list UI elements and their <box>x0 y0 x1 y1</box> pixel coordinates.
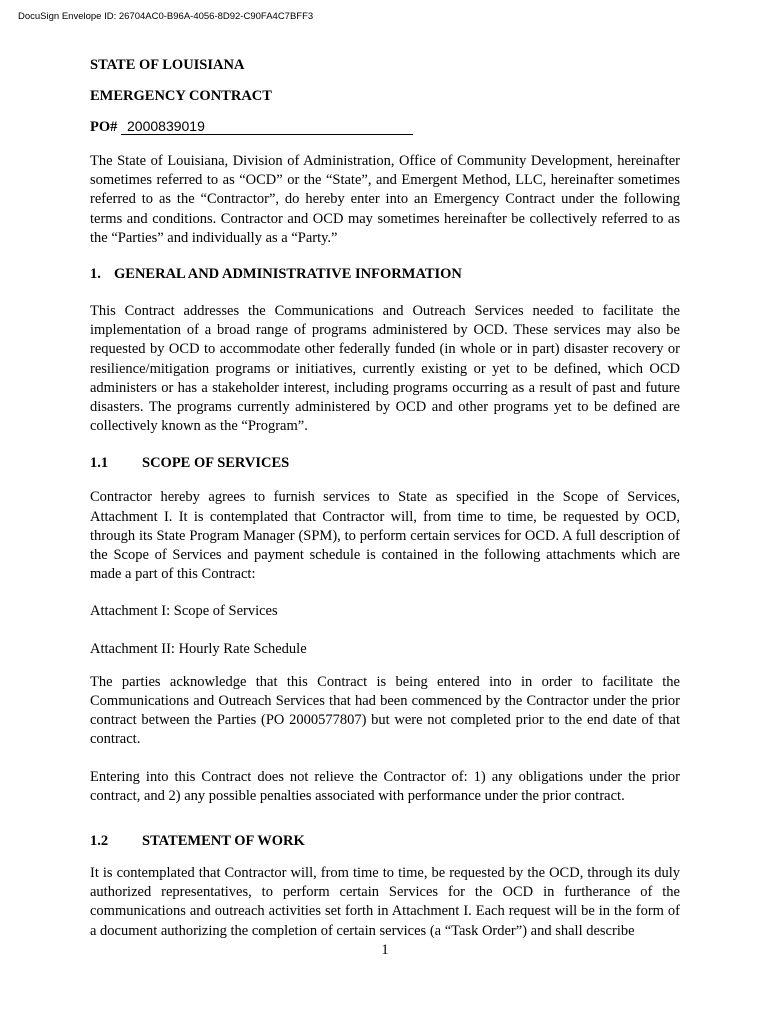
relieve-paragraph: Entering into this Contract does not relieve the Contractor of: 1) any obligations under the prior contract, and 2) any possible penalties associated with performance under the prior contract. <box>90 768 680 804</box>
section-1-2-number: 1.2 <box>90 833 109 850</box>
section-1-2-body: It is contemplated that Contractor will, from time to time, be requested by the OCD, through its duly authorized representatives, to perform certain Services for the OCD in furtherance of the communications and outreach activities set forth in Attachment I. Each request will be in the form of a document authorizing the completion of certain services (a “Task Order”) and shall describe <box>90 865 680 939</box>
section-1-1-heading <box>90 454 680 472</box>
attachment-1-line: Attachment I: Scope of Services <box>90 603 278 620</box>
intro-paragraph: The State of Louisiana, Division of Administration, Office of Community Development, hereinafter sometimes referred to as “OCD” or the “State”, and Emergent Method, LLC, hereinafter sometimes referred to as the “Contractor”, do hereby enter into an Emergency Contract under the following terms and conditions. Contractor and OCD may sometimes hereinafter be collectively referred to as the “Parties” and individually as a “Party.” <box>90 153 680 246</box>
section-1-heading <box>90 265 680 283</box>
contract-page <box>90 54 680 941</box>
contract-type-title: EMERGENCY CONTRACT <box>90 88 272 104</box>
section-1-1-body: Contractor hereby agrees to furnish services to State as specified in the Scope of Services, Attachment I. It is contemplated that Contractor will, from time to time, be requested by OCD, through its State Program Manager (SPM), to perform certain services for OCD. A full description of the Scope of Services and payment schedule is contained in the following attachments which are made a part of this Contract: <box>90 489 680 583</box>
acknowledgement-paragraph: The parties acknowledge that this Contract is being entered into in order to facilitate the Communications and Outreach Services that had been commenced by the Contractor under the prior contract between the Parties (PO 2000577807) but were not completed prior to the end date of that contract. <box>90 673 680 748</box>
po-label: PO# <box>90 119 118 135</box>
section-1-1-number: 1.1 <box>90 455 109 472</box>
section-1-title: GENERAL AND ADMINISTRATIVE INFORMATION <box>114 266 462 283</box>
section-1-2-heading <box>90 832 680 850</box>
po-number: 2000839019 <box>121 118 413 135</box>
docusign-envelope-id: DocuSign Envelope ID: 26704AC0-B96A-4056-8D92-C90FA4C7BFF3 <box>18 11 314 22</box>
attachment-2-line: Attachment II: Hourly Rate Schedule <box>90 640 307 657</box>
state-title: STATE OF LOUISIANA <box>90 57 245 73</box>
po-line <box>90 118 680 136</box>
page-number: 1 <box>381 942 389 958</box>
section-1-1-title: SCOPE OF SERVICES <box>142 455 290 472</box>
section-1-number: 1. <box>90 266 101 283</box>
section-1-2-title: STATEMENT OF WORK <box>142 833 305 850</box>
section-1-body: This Contract addresses the Communications and Outreach Services needed to facilitate the implementation of a broad range of programs administered by OCD. These services may also be requested by OCD to accommodate other federally funded (in whole or in part) disaster recovery or resilience/mitigation programs or initiatives, currently existing or yet to be defined, which OCD administers or has a stakeholder interest, including programs occurring as a result of past and future disasters. The programs currently administered by OCD and other programs yet to be defined are collectively known as the “Program”. <box>90 303 680 435</box>
